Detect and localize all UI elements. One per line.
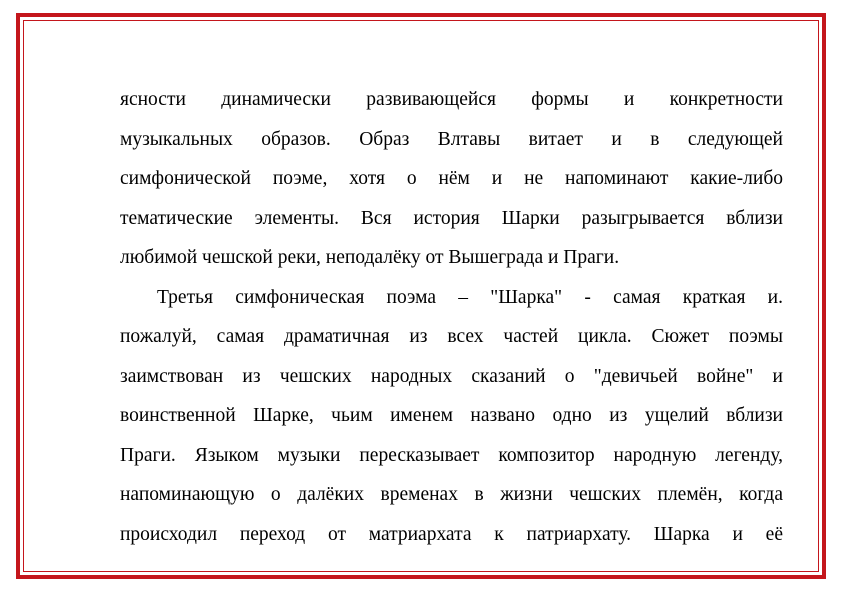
text-line-1: ясности динамически развивающейся формы и конкретности	[120, 89, 783, 110]
text-line-2: музыкальных образов. Образ Влтавы витает и в следующей	[120, 128, 783, 150]
document-text	[120, 80, 783, 554]
text-line-7: пожалуй, самая драматичная из всех частей цикла. Сюжет поэмы	[120, 326, 783, 347]
text-line-12: происходил переход от матриархата к патриархату. Шарка и её	[120, 523, 783, 545]
text-line-8: заимствован из чешских народных сказаний о "девичьей войне" и	[120, 365, 783, 387]
text-line-5: любимой чешской реки, неподалёку от Вышеграда и Праги.	[120, 247, 620, 268]
text-line-3: симфонической поэме, хотя о нём и не напоминают какие-либо	[120, 168, 783, 189]
text-line-10: Праги. Языком музыки пересказывает композитор народную легенду,	[120, 444, 783, 466]
text-line-9: воинственной Шарке, чьим именем названо одно из ущелий вблизи	[120, 405, 783, 426]
text-line-11: напоминающую о далёких временах в жизни чешских племён, когда	[120, 484, 783, 505]
text-line-4: тематические элементы. Вся история Шарки разыгрывается вблизи	[120, 207, 783, 229]
text-line-6: Третья симфоническая поэма – "Шарка" - самая краткая и.	[157, 286, 783, 308]
